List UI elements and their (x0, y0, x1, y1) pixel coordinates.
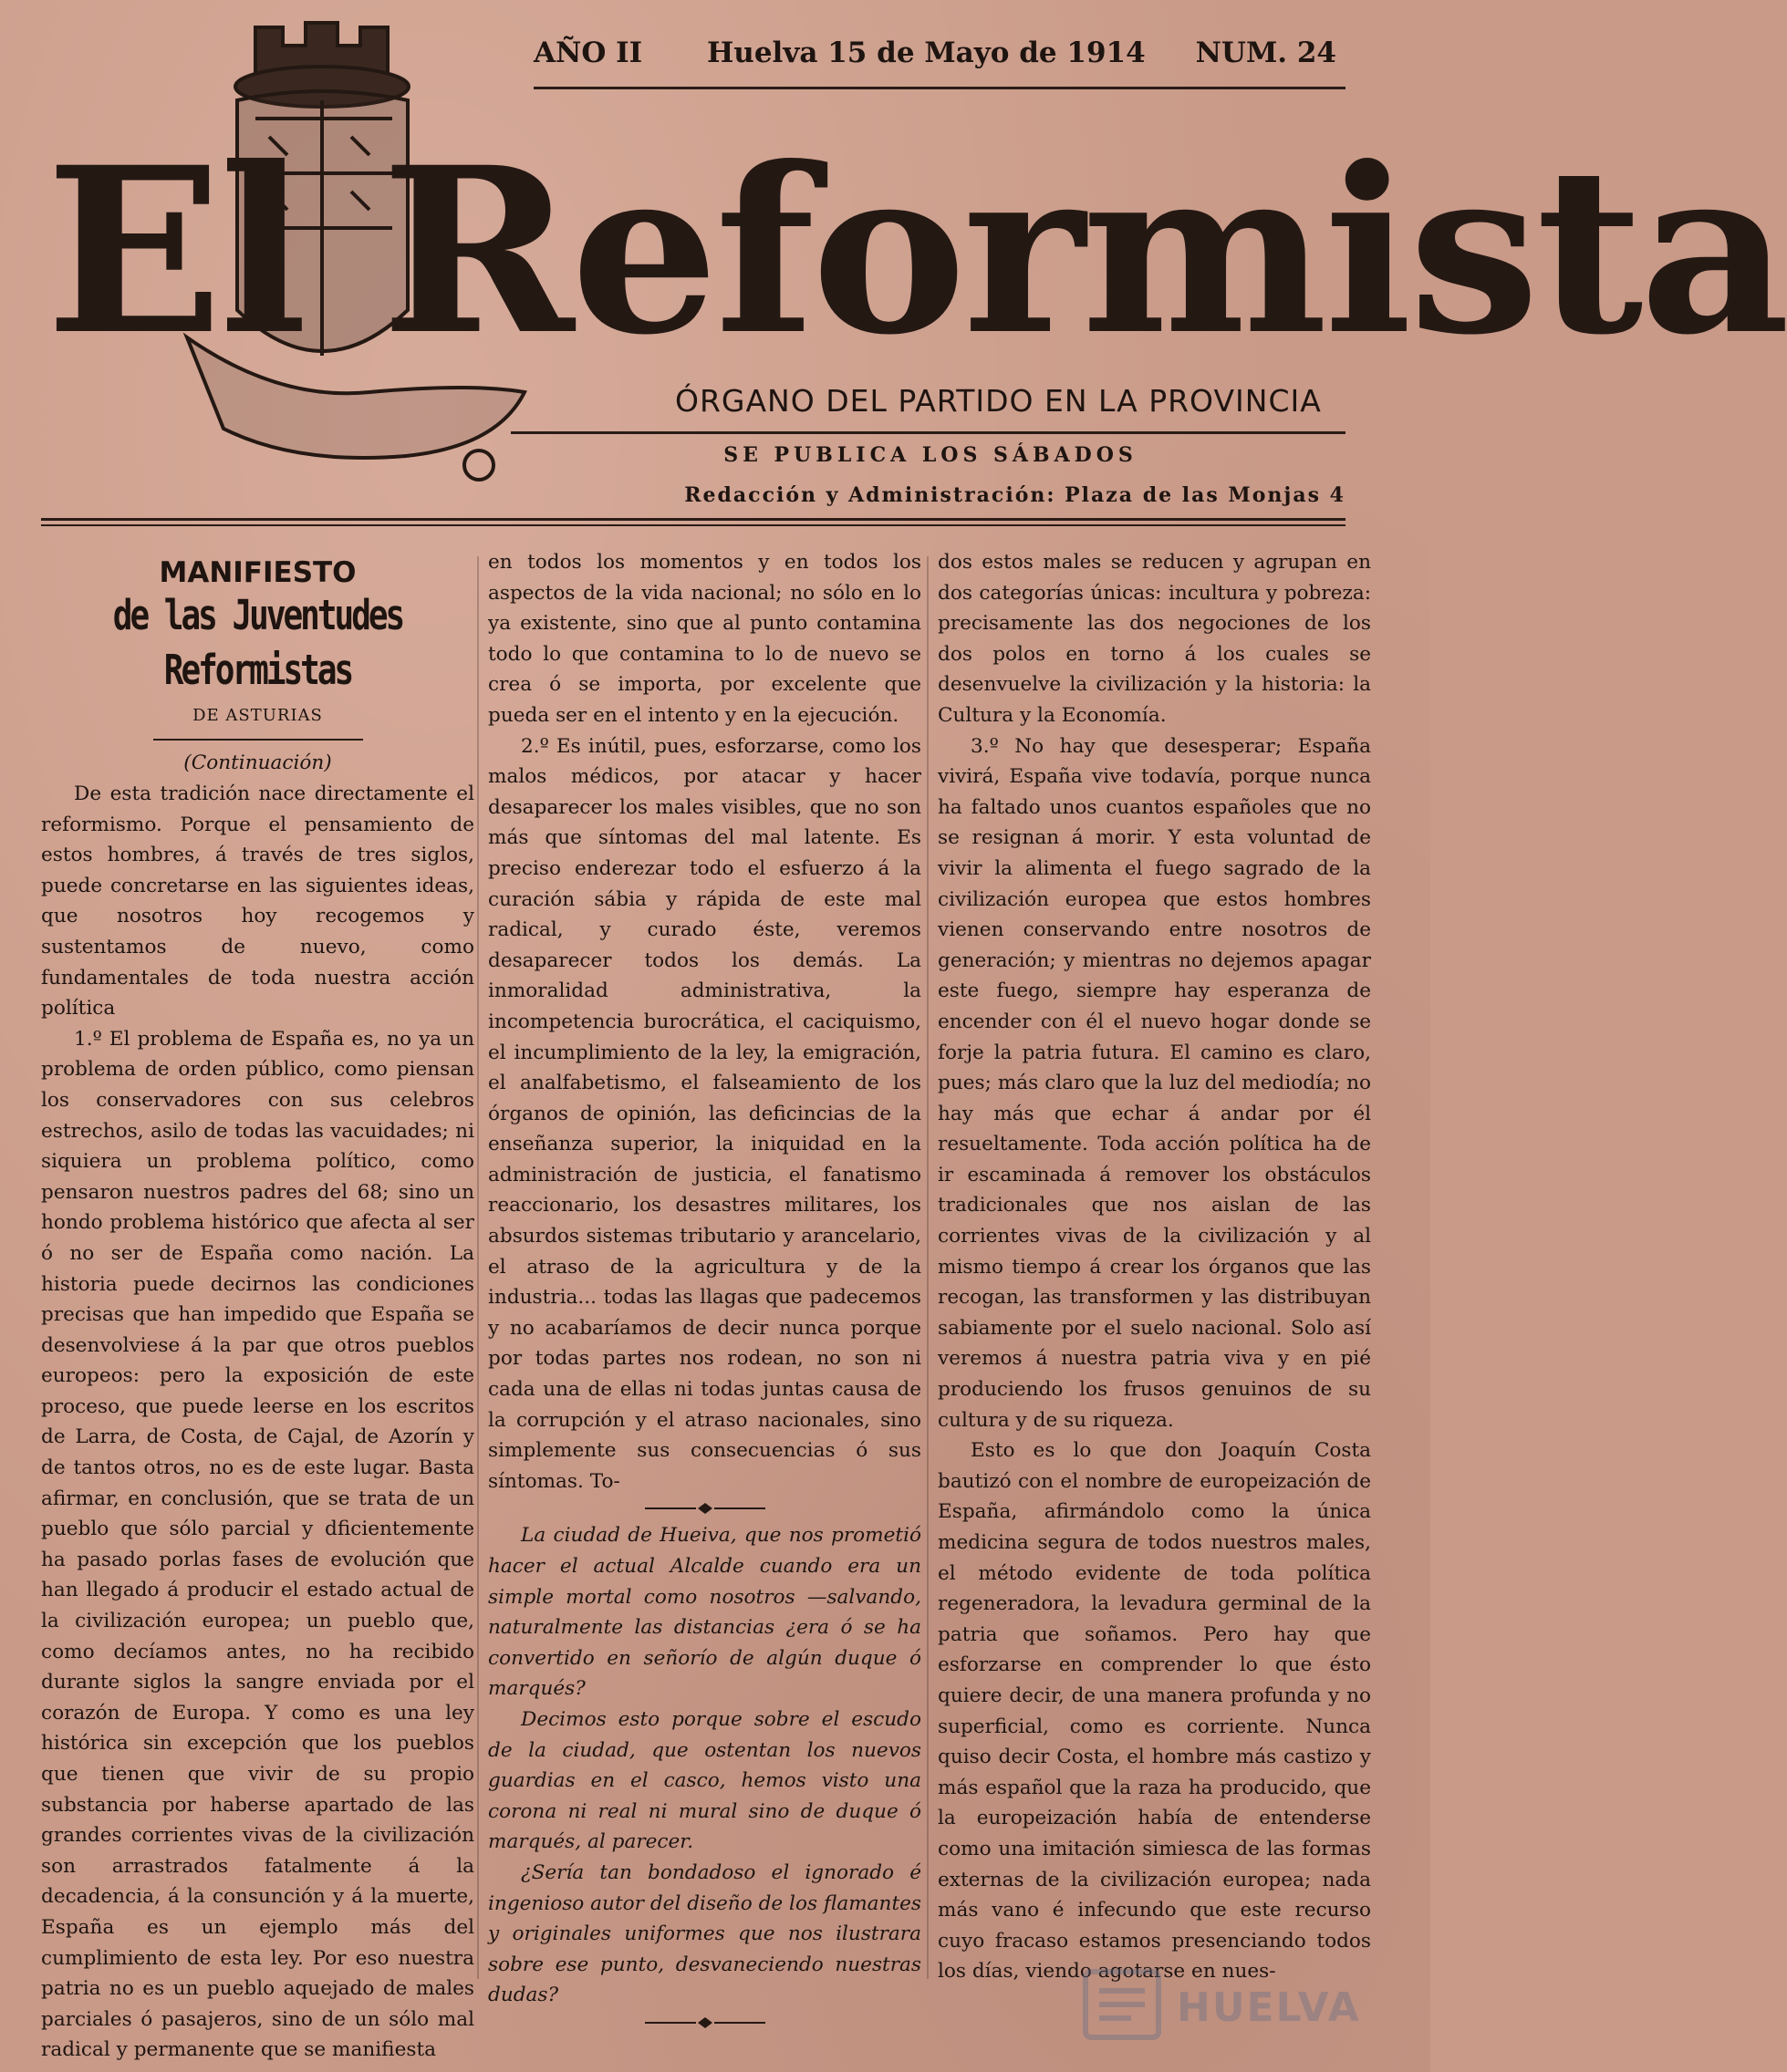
issue-place-date: Huelva 15 de Mayo de 1914 (707, 36, 1146, 69)
column-3 (938, 547, 1371, 1987)
library-watermark (1076, 1959, 1387, 2059)
paragraph: 1.º El problema de España es, no ya un problema de orden público, como piensan los conservadores con sus celebros estrechos, asilo de todas las vacuidades; ni siquiera un problema político, como pensaron nuestros padres del 68; sino un hondo problema histórico que afecta al ser ó no ser de España como nación. La historia puede decirnos las condiciones precisas que han impedido que España se desenvolviese á la par que otros pueblos europeos: pero la exposición de este proceso, que puede leerse en los escritos de Larra, de Costa, de Cajal, de Azorín y de tantos otros, no es de este lugar. Basta afirmar, en conclusión, que se trata de un pueblo que sólo parcial y dficientemente ha pasado porlas fases de evolución que han llegado á producir el estado actual de la civilización europea; un pueblo que, como decíamos antes, no ha recibido durante siglos la sangre enviada por el corazón de Europa. Y como es una ley histórica sin excepción que los pueblos que tienen que vivir de su propio substancia por haberse apartado de las grandes corrientes vivas de la civilización son arrastrados fatalmente á la decadencia, á la consunción y á la muerte, España es un ejemplo más del cumplimiento de esta ley. Por eso nuestra patria no es un pueblo aquejado de males parciales ó pasajeros, sino de un sólo mal radical y permanente que se manifiesta (41, 1027, 474, 2062)
column-divider (477, 556, 479, 1979)
organ-rule (511, 431, 1345, 434)
masthead-bottom-rule-1 (41, 518, 1345, 521)
note-paragraph: Decimos esto porque sobre el escudo de la ciudad, que ostentan los nuevos guardias en el casco, hemos visto una corona ni real ni mural sino de duque ó marqués, al parecer. (488, 1707, 921, 1854)
divider-ornament-icon (641, 1500, 769, 1517)
office-address: Redacción y Administración: Plaza de las Monjas 4 (684, 483, 1345, 507)
note-paragraph: La ciudad de Hueiva, que nos prometió hacer el actual Alcalde cuando era un simple mortal como nosotros —salvando, naturalmente las distancias ¿era ó se ha convertido en señorío de algún duque ó marqués? (488, 1524, 921, 1701)
continuation-label: (Continuación) (183, 751, 332, 774)
library-logo-icon (1076, 1959, 1168, 2050)
paragraph: 3.º No hay que desesperar; España vivirá, España vive todavía, porque nunca ha faltado unos cuantos españoles que no se resignan á morir. Y esta voluntad de vivir la alimenta el fuego sagrado de la civilización europea que estos hombres vienen conservando entre nosotros de generación; y mientras no dejemos apagar este fuego, siempre hay esperanza de encender con él el nuevo hogar donde se forje la patria futura. El camino es claro, pues; más claro que la luz del mediodía; no hay más que echar á andar por él resueltamente. Toda acción política ha de ir escaminada á remover los obstáculos tradicionales que nos aislan de las corrientes vivas de la civilización y al mismo tiempo á crear los órganos que las recogan, las transformen y las distribuyan sabiamente por el suelo nacional. Solo así veremos á nuestra patria viva y en pié produciendo los frusos genuinos de su cultura y de su riqueza. (938, 734, 1371, 1432)
issue-year: AÑO II (534, 36, 643, 69)
article-origin: DE ASTURIAS (192, 706, 323, 725)
issue-line (534, 36, 1345, 82)
masthead-top-rule (534, 87, 1345, 89)
article-subheading: de las Juventudes Reformistas (112, 592, 403, 694)
paragraph: 2.º Es inútil, pues, esforzarse, como los malos médicos, por atacar y hacer desaparecer los males visibles, que no son más que síntomas del mal latente. Es preciso enderezar todo el esfuerzo á la curación sábia y rápida de este mal radical, y curado éste, veremos desaparecer todos los demás. La inmoralidad administrativa, la incompetencia burocrática, el caciquismo, el incumplimiento de la ley, la emigración, el analfabetismo, el falseamiento de los órganos de opinión, las deficincias de la enseñanza superior, la iniquidad en la administración de justicia, el fanatismo reaccionario, los desastres militares, los absurdos sistemas tributario y arancelario, el atraso de la agricultura y de la industria... todas las llagas que padecemos y no acabaríamos de decir nunca porque por todas partes nos rodean, no son ni cada una de ellas ni todas juntas causa de la corrupción y el atraso nacionales, sino simplemente sus consecuencias ó sus síntomas. To- (488, 734, 921, 1493)
divider-ornament-icon (641, 2015, 769, 2031)
column-divider (927, 556, 929, 1979)
paragraph: dos estos males se reducen y agrupan en dos categorías únicas: incultura y pobreza: precisamente las dos negociones de los dos polos en torno á los cuales se desenvuelve la civilización y la historia: la Cultura y la Economía. (938, 551, 1371, 727)
column-1 (41, 547, 474, 2066)
publishing-schedule: SE PUBLICA LOS SÁBADOS (723, 443, 1138, 467)
paragraph: Esto es lo que don Joaquín Costa bautizó con el nombre de europeización de España, afirmándolo como la única medicina segura de todos nuestros males, el método evidente de toda política regeneradora, la levadura germinal de la patria que soñamos. Pero hay que esforzarse en comprender lo que ésto quiere decir, de una manera profunda y no superficial, como es corriente. Nunca quiso decir Costa, el hombre más castizo y más español que la raza ha producido, que la europeización había de entenderse como una imitación simiesca de las formas externas de la civilización europea; nada más vano é infecundo que este recurso cuyo fracaso estamos presenciando todos los días, viendo agotarse en nues- (938, 1439, 1371, 1984)
newspaper-title: El Reformista (46, 117, 1787, 385)
issue-number: NUM. 24 (1195, 36, 1336, 69)
masthead-bottom-rule-2 (41, 524, 1345, 526)
column-2 (488, 547, 921, 2035)
note-paragraph: ¿Sería tan bondadoso el ignorado é ingenioso autor del diseño de los flamantes y originales uniformes que nos ilustrara sobre ese punto, desvaneciendo nuestras dudas? (488, 1860, 921, 2007)
heading-rule (153, 739, 363, 741)
watermark-text: HUELVA (1177, 1984, 1361, 2031)
article-heading: MANIFIESTO (159, 556, 357, 589)
paragraph: De esta tradición nace directamente el reformismo. Porque el pensamiento de estos hombres, á través de tres siglos, puede concretarse en las siguientes ideas, que nosotros hoy recogemos y sustentamos de nuevo, como fundamentales de toda nuestra acción política (41, 782, 474, 1020)
party-organ-line: ÓRGANO DEL PARTIDO EN LA PROVINCIA (675, 383, 1322, 419)
paragraph: en todos los momentos y en todos los aspectos de la vida nacional; no sólo en lo ya existente, sino que al punto contamina todo lo que contamina to lo de nuevo se crea ó se importa, por excelente que pueda ser en el intento y en la ejecución. (488, 551, 921, 727)
